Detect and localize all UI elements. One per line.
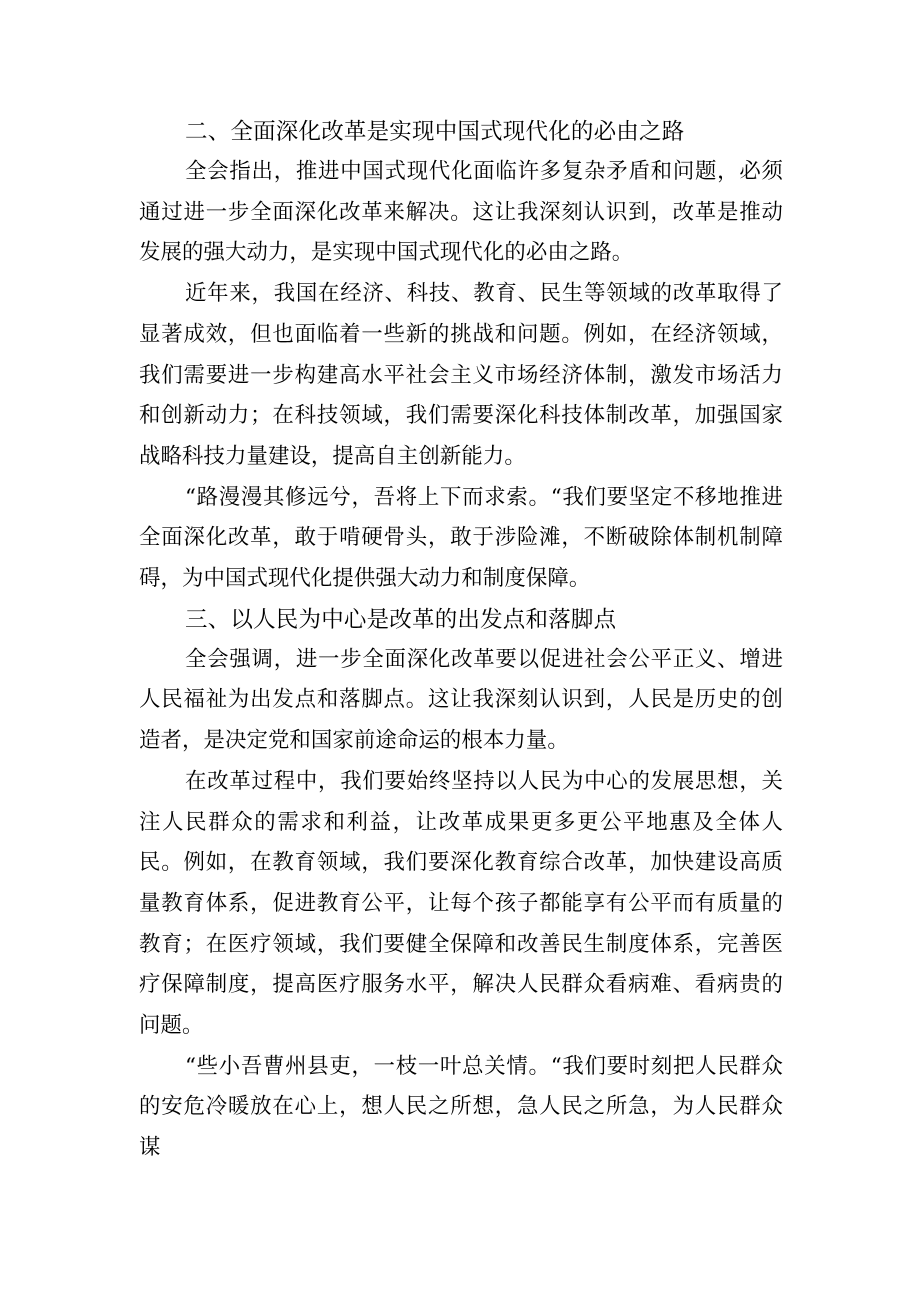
section-3-paragraph-3: “些小吾曹州县吏，一枝一叶总关情。“我们要时刻把人民群众的安危冷暖放在心上，想人民之所想，急人民之所急，为人民群众谋	[139, 1053, 783, 1161]
document-body	[139, 112, 783, 1169]
section-heading-2: 二、全面深化改革是实现中国式现代化的必由之路	[185, 119, 685, 145]
section-3-paragraph-1: 全会强调，进一步全面深化改革要以促进社会公平正义、增进人民福祉为出发点和落脚点。这让我深刻认识到，人民是历史的创造者，是决定党和国家前途命运的根本力量。	[139, 646, 783, 754]
section-2-paragraph-3: “路漫漫其修远兮，吾将上下而求索。“我们要坚定不移地推进全面深化改革，敢于啃硬骨头，敢于涉险滩，不断破除体制机制障碍，为中国式现代化提供强大动力和制度保障。	[139, 484, 783, 592]
section-2-paragraph-2: 近年来，我国在经济、科技、教育、民生等领域的改革取得了显著成效，但也面临着一些新的挑战和问题。例如，在经济领域，我们需要进一步构建高水平社会主义市场经济体制，激发市场活力和创新动力；在科技领域，我们需要深化科技体制改革，加强国家战略科技力量建设，提高自主创新能力。	[139, 281, 783, 469]
section-3-paragraph-2: 在改革过程中，我们要始终坚持以人民为中心的发展思想，关注人民群众的需求和利益，让改革成果更多更公平地惠及全体人民。例如，在教育领域，我们要深化教育综合改革，加快建设高质量教育体系，促进教育公平，让每个孩子都能享有公平而有质量的教育；在医疗领域，我们要健全保障和改善民生制度体系，完善医疗保障制度，提高医疗服务水平，解决人民群众看病难、看病贵的问题。	[139, 768, 783, 1039]
section-heading-3: 三、以人民为中心是改革的出发点和落脚点	[185, 606, 617, 633]
section-2-paragraph-1: 全会指出，推进中国式现代化面临许多复杂矛盾和问题，必须通过进一步全面深化改革来解决。这让我深刻认识到，改革是推动发展的强大动力，是实现中国式现代化的必由之路。	[139, 159, 783, 266]
